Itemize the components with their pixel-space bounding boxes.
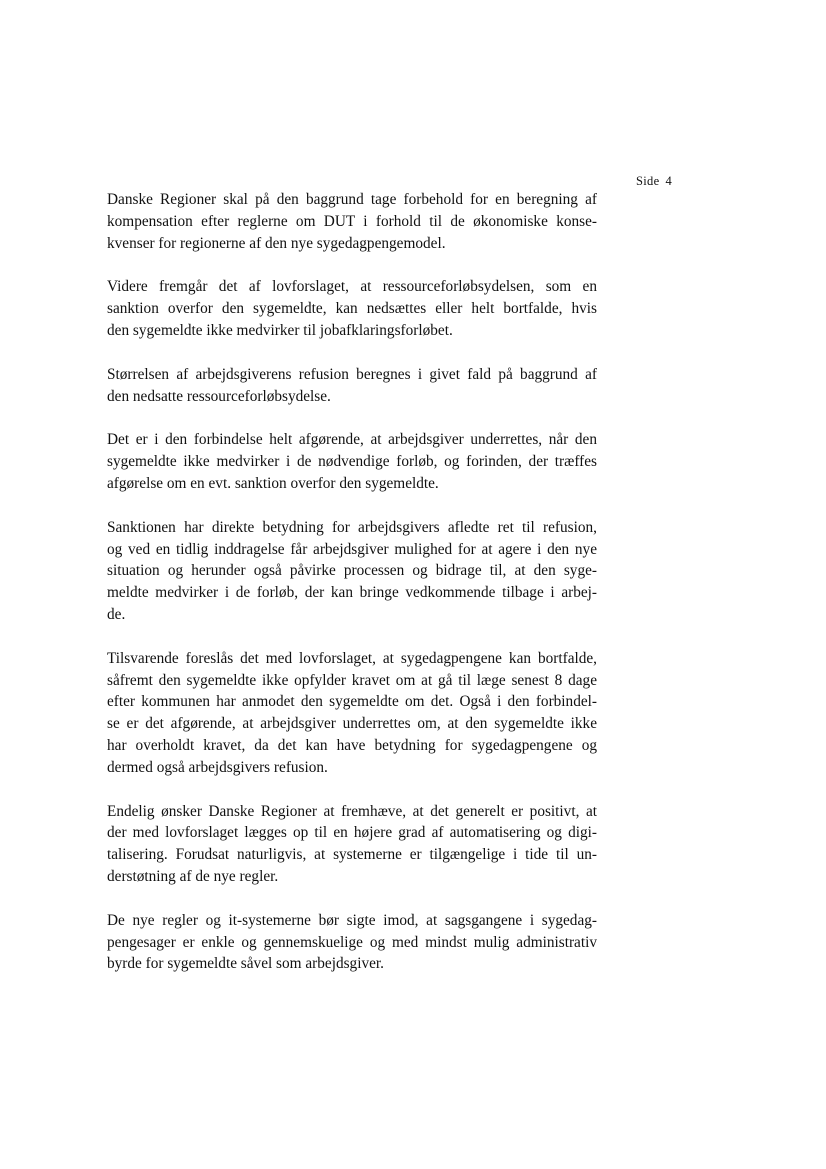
text-line: derstøtning af de nye regler. [107, 867, 279, 885]
text-line: der med lovforslaget lægges op til en højere grad af automatisering og digi- [107, 824, 597, 842]
text-line: talisering. Forudsat naturligvis, at systemerne er tilgængelige i tide til un- [107, 846, 597, 864]
text-line: såfremt den sygemeldte ikke opfylder kravet om at gå til læge senest 8 dage [107, 671, 597, 689]
paragraph [107, 364, 597, 408]
paragraph [107, 801, 597, 888]
text-line: meldte medvirker i de forløb, der kan bringe vedkommende tilbage i arbej- [107, 584, 597, 602]
text-line: Videre fremgår det af lovforslaget, at ressourceforløbsydelsen, som en [107, 278, 597, 296]
text-line: og ved en tidlig inddragelse får arbejdsgiver mulighed for at agere i den nye [107, 540, 597, 558]
text-line: byrde for sygemeldte såvel som arbejdsgiver. [107, 955, 384, 973]
paragraph [107, 910, 597, 975]
text-line: den nedsatte ressourceforløbsydelse. [107, 387, 331, 405]
page-number-value: 4 [665, 174, 672, 188]
paragraph [107, 648, 597, 779]
text-line: Sanktionen har direkte betydning for arbejdsgivers afledte ret til refusion, [107, 518, 597, 536]
text-line: dermed også arbejdsgivers refusion. [107, 758, 328, 776]
text-line: situation og herunder også påvirke processen og bidrage til, at den syge- [107, 562, 597, 580]
text-line: sygemeldte ikke medvirker i de nødvendige forløb, og forinden, der træffes [107, 453, 597, 471]
text-line: kompensation efter reglerne om DUT i forhold til de økonomiske konse- [107, 212, 597, 230]
text-line: Tilsvarende foreslås det med lovforslaget, at sygedagpengene kan bortfalde, [107, 649, 597, 667]
text-line: Det er i den forbindelse helt afgørende, at arbejdsgiver underrettes, når den [107, 431, 597, 449]
text-line: Danske Regioner skal på den baggrund tage forbehold for en beregning af [107, 191, 597, 208]
text-line: den sygemeldte ikke medvirker til jobafklaringsforløbet. [107, 321, 453, 339]
text-line: se er det afgørende, at arbejdsgiver underrettes om, at den sygemeldte ikke [107, 715, 597, 733]
text-line: efter kommunen har anmodet den sygemeldte om det. Også i den forbindel- [107, 693, 597, 711]
text-line: afgørelse om en evt. sanktion overfor den sygemeldte. [107, 474, 439, 492]
document-body [107, 189, 597, 997]
text-line: Størrelsen af arbejdsgiverens refusion beregnes i givet fald på baggrund af [107, 365, 597, 383]
paragraph [107, 429, 597, 494]
page-number [636, 174, 672, 189]
paragraph [107, 276, 597, 341]
page-label: Side [636, 174, 660, 188]
paragraph [107, 189, 597, 254]
text-line: har overholdt kravet, da det kan have betydning for sygedagpengene og [107, 736, 597, 754]
text-line: de. [107, 605, 126, 623]
text-line: Endelig ønsker Danske Regioner at fremhæve, at det generelt er positivt, at [107, 802, 597, 820]
text-line: De nye regler og it-systemerne bør sigte imod, at sagsgangene i sygedag- [107, 911, 597, 929]
text-line: pengesager er enkle og gennemskuelige og med mindst mulig administrativ [107, 933, 597, 951]
text-line: sanktion overfor den sygemeldte, kan nedsættes eller helt bortfalde, hvis [107, 300, 597, 318]
text-line: kvenser for regionerne af den nye sygedagpengemodel. [107, 234, 446, 252]
paragraph [107, 517, 597, 626]
